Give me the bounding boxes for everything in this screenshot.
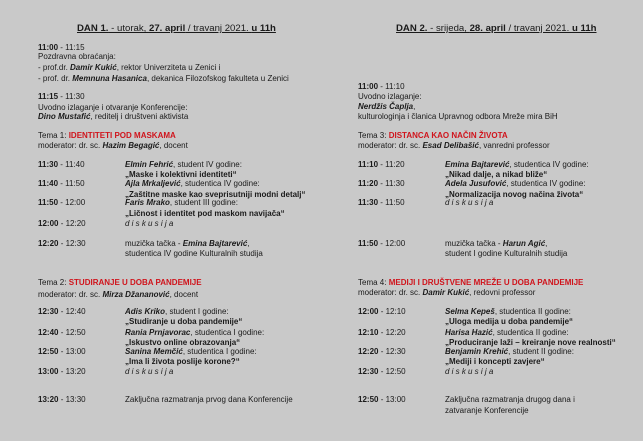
- speaker: Faris Mrako, student III godine:: [125, 198, 238, 207]
- time-slot: 12:20 - 12:30: [38, 239, 86, 248]
- discussion-label: diskusija: [445, 367, 496, 376]
- speaker: Selma Kepeš, studentica II godine:: [445, 307, 571, 316]
- theme-title: Tema 3: DISTANCA KAO NAČIN ŽIVOTA: [358, 131, 508, 140]
- talk-title: „Studiranje u doba pandemije“: [125, 317, 243, 326]
- time-slot: 11:30 - 11:50: [358, 198, 405, 207]
- speaker: - prof.dr. Damir Kukić, rektor Univerziteta u Zenici i: [38, 63, 221, 72]
- music-performance: muzička tačka - Emina Bajtarević,: [125, 239, 250, 248]
- closing-label: Zaključna razmatranja drugog dana i: [445, 395, 575, 404]
- talk-title: „Normalizacija novog načina života“: [445, 190, 584, 199]
- time-slot: 13:20 - 13:30: [38, 395, 86, 404]
- speaker: Rania Prnjavorac, studentica I godine:: [125, 328, 265, 337]
- theme-title: Tema 1: IDENTITETI POD MASKAMA: [38, 131, 176, 140]
- time-slot: 12:50 - 13:00: [38, 347, 86, 356]
- moderator: moderator: dr. sc. Mirza Džananović, docent: [38, 290, 199, 299]
- time-slot: 11:40 - 11:50: [38, 179, 85, 188]
- time-slot: 12:50 - 13:00: [358, 395, 406, 404]
- moderator: moderator: dr. sc. Esad Delibašić, vanredni professor: [358, 141, 550, 150]
- time-slot: 11:20 - 11:30: [358, 179, 405, 188]
- talk-title: „Uloga medija u doba pandemije“: [445, 317, 574, 326]
- performer-role: student I godine Kulturalnih studija: [445, 249, 568, 258]
- discussion-label: diskusija: [125, 219, 176, 228]
- discussion-label: diskusija: [445, 198, 496, 207]
- theme-title: Tema 2: STUDIRANJE U DOBA PANDEMIJE: [38, 278, 202, 287]
- speaker: Dino Mustafić, reditelj i društveni aktivista: [38, 112, 189, 121]
- time-slot: 12:00 - 12:20: [38, 219, 86, 228]
- talk-title: „Ima li života poslije korone?“: [125, 357, 240, 366]
- speaker: Elmin Fehrić, student IV godine:: [125, 160, 242, 169]
- time-slot: 11:50 - 12:00: [38, 198, 86, 207]
- moderator: moderator: dr. sc. Hazim Begagić, docent: [38, 141, 188, 150]
- day2-heading: DAN 2. - srijeda, 28. april / travanj 2021. u 11h: [396, 23, 597, 34]
- session-label: Pozdravna obraćanja:: [38, 52, 116, 61]
- time-slot: 12:30 - 12:40: [38, 307, 86, 316]
- speaker-role: kulturologinja i članica Upravnog odbora Mreže mira BiH: [358, 112, 558, 121]
- time-slot: 11:00 - 11:15: [38, 43, 85, 52]
- speaker: Ajla Mrkaljević, studentica IV godine:: [125, 179, 260, 188]
- time-slot: 12:00 - 12:10: [358, 307, 406, 316]
- speaker: Emina Bajtarević, studentica IV godine:: [445, 160, 589, 169]
- speaker: Harisa Hazić, studentica II godine:: [445, 328, 569, 337]
- time-slot: 12:30 - 12:50: [358, 367, 406, 376]
- time-slot: 11:10 - 11:20: [358, 160, 405, 169]
- talk-title: „Nikad dalje, a nikad bliže“: [445, 170, 548, 179]
- talk-title: „Zaštitne maske kao sveprisutniji modni detalj“: [125, 190, 306, 199]
- speaker: Sanina Memčić, studentica I godine:: [125, 347, 257, 356]
- day1-heading: DAN 1. - utorak, 27. april / travanj 2021. u 11h: [77, 23, 276, 34]
- talk-title: „Maske i kolektivni identiteti“: [125, 170, 237, 179]
- time-slot: 11:15 - 11:30: [38, 92, 85, 101]
- time-slot: 11:30 - 11:40: [38, 160, 85, 169]
- closing-label: Zaključna razmatranja prvog dana Konferencije: [125, 395, 293, 404]
- time-slot: 11:00 - 11:10: [358, 82, 405, 91]
- music-performance: muzička tačka - Harun Agić,: [445, 239, 548, 248]
- time-slot: 12:10 - 12:20: [358, 328, 406, 337]
- talk-title: „Mediji i koncepti zavjere“: [445, 357, 545, 366]
- talk-title: „Produciranje laži – kreiranje nove realnosti“: [445, 338, 616, 347]
- theme-title: Tema 4: MEDIJI I DRUŠTVENE MREŽE U DOBA PANDEMIJE: [358, 278, 584, 287]
- time-slot: 13:00 - 13:20: [38, 367, 86, 376]
- time-slot: 12:20 - 12:30: [358, 347, 406, 356]
- moderator: moderator: dr. sc. Damir Kukić, redovni professor: [358, 288, 536, 297]
- time-slot: 11:50 - 12:00: [358, 239, 406, 248]
- session-label: Uvodno izlaganje:: [358, 92, 422, 101]
- time-slot: 12:40 - 12:50: [38, 328, 86, 337]
- talk-title: „Ličnost i identitet pod maskom navijača“: [125, 209, 285, 218]
- session-label: Uvodno izlaganje i otvaranje Konferencije:: [38, 103, 188, 112]
- speaker: Benjamin Krehić, student II godine:: [445, 347, 574, 356]
- talk-title: „Iskustvo online obrazovanja“: [125, 338, 241, 347]
- performer-role: studentica IV godine Kulturalnih studija: [125, 249, 263, 258]
- speaker: Nerdžis Čaplja,: [358, 102, 416, 111]
- speaker: Adela Jusufović, studentica IV godine:: [445, 179, 586, 188]
- closing-label: zatvaranje Konferencije: [445, 406, 529, 415]
- speaker: - prof. dr. Memnuna Hasanica, dekanica Filozofskog fakulteta u Zenici: [38, 74, 289, 83]
- discussion-label: diskusija: [125, 367, 176, 376]
- speaker: Adis Kriko, student I godine:: [125, 307, 229, 316]
